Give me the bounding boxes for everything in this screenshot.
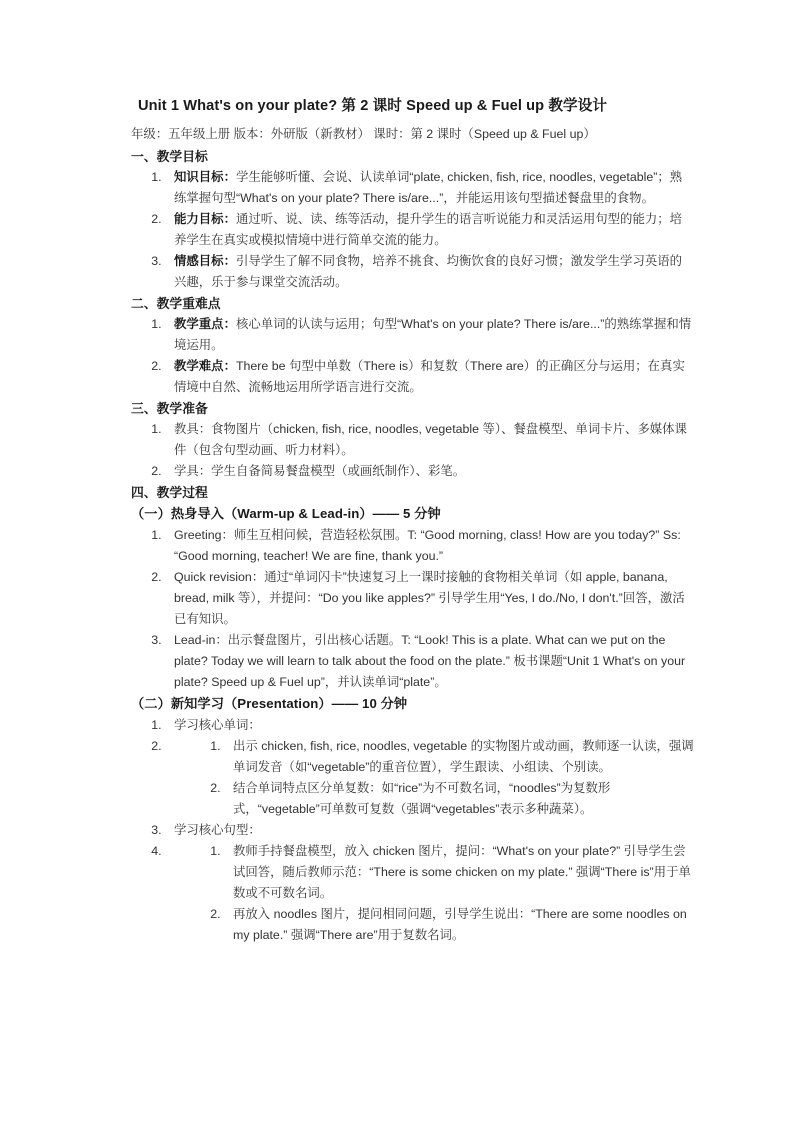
page-title: Unit 1 What's on your plate? 第 2 课时 Speed up & Fuel up 教学设计 bbox=[138, 98, 608, 114]
item-text: 通过听、说、读、练等活动，提升学生的语言听说能力和灵活运用句型的能力；培养学生在真实或模拟情境中进行简单交流的能力。 bbox=[174, 212, 683, 247]
list-item bbox=[224, 778, 694, 820]
item-label: 情感目标 bbox=[174, 254, 224, 268]
presentation-list bbox=[131, 715, 694, 946]
item-text: 出示 chicken, fish, rice, noodles, vegetable 的实物图片或动画，教师逐一认读，强调单词发音（如“vegetable”的重音位置），学生跟读、小组读、个别读。 bbox=[233, 739, 694, 774]
list-item bbox=[165, 251, 694, 293]
item-sep: ： bbox=[223, 359, 236, 373]
list-item bbox=[165, 209, 694, 251]
section-teaching-objectives bbox=[131, 146, 694, 293]
item-text: 教师手持餐盘模型，放入 chicken 图片，提问：“What's on your plate?” 引导学生尝试回答，随后教师示范：“There is some chicken on my plate.” 强调“There is”用于单数或不可数名词。 bbox=[233, 844, 691, 900]
item-text: 学具：学生自备简易餐盘模型（或画纸制作）、彩笔。 bbox=[174, 464, 466, 478]
key-points-list bbox=[131, 314, 694, 398]
item-text: 学习核心单词： bbox=[174, 718, 261, 732]
list-item bbox=[224, 841, 694, 904]
warmup-list bbox=[131, 525, 694, 693]
list-item bbox=[165, 356, 694, 398]
item-label: 教学难点 bbox=[174, 359, 224, 373]
section-heading: 一、教学目标 bbox=[131, 149, 208, 164]
item-text: 引导学生了解不同食物，培养不挑食、均衡饮食的良好习惯；激发学生学习英语的兴趣，乐于参与课堂交流活动。 bbox=[174, 254, 683, 289]
list-item bbox=[165, 841, 694, 946]
item-text: 学习核心句型： bbox=[174, 823, 261, 837]
section-heading: 三、教学准备 bbox=[131, 401, 208, 416]
item-text: 学生能够听懂、会说、认读单词“plate, chicken, fish, rice, noodles, vegetable”；熟练掌握句型“What's on your plate? There is/are...”，并能运用该句型描述餐盘里的食物。 bbox=[174, 170, 683, 205]
item-sep: ： bbox=[223, 170, 236, 184]
item-text: 结合单词特点区分单复数：如“rice”为不可数名词，“noodles”为复数形式，“vegetable”可单数可复数（强调“vegetables”表示多种蔬菜）。 bbox=[233, 781, 611, 816]
process-step-heading-warmup: （一）热身导入（Warm-up & Lead-in）—— 5 分钟 bbox=[131, 506, 441, 521]
item-text: Greeting：师生互相问候，营造轻松氛围。T: “Good morning, class! How are you today?” Ss: “Good morning, teacher! We are fine, thank you.” bbox=[174, 528, 681, 563]
section-key-difficult-points bbox=[131, 293, 694, 398]
list-item bbox=[165, 314, 694, 356]
list-item bbox=[165, 567, 694, 630]
process-step-heading-presentation: （二）新知学习（Presentation）—— 10 分钟 bbox=[131, 696, 408, 711]
item-text: Lead-in：出示餐盘图片，引出核心话题。T: “Look! This is a plate. What can we put on the plate? Today we will learn to talk about the food on the plate.” 板书课题“Unit 1 What's on your plate? Speed up & Fuel up”，并认读单词“plate”。 bbox=[174, 633, 686, 689]
item-text: 核心单词的认读与运用；句型“What's on your plate? There is/are...”的熟练掌握和情境运用。 bbox=[174, 317, 692, 352]
section-heading: 四、教学过程 bbox=[131, 485, 208, 500]
list-item bbox=[165, 167, 694, 209]
section-teaching-preparation bbox=[131, 398, 694, 482]
item-label: 教学重点 bbox=[174, 317, 224, 331]
item-sep: ： bbox=[223, 212, 236, 226]
item-label: 能力目标 bbox=[174, 212, 224, 226]
list-item bbox=[165, 630, 694, 693]
presentation-sublist-words bbox=[174, 736, 694, 820]
item-text: 再放入 noodles 图片，提问相同问题，引导学生说出：“There are some noodles on my plate.” 强调“There are”用于复数名词。 bbox=[233, 907, 687, 942]
list-item bbox=[165, 820, 694, 841]
list-item bbox=[165, 715, 694, 736]
item-sep: ： bbox=[223, 254, 236, 268]
list-item bbox=[165, 419, 694, 461]
objective-list bbox=[131, 167, 694, 293]
item-label: 知识目标 bbox=[174, 170, 224, 184]
list-item bbox=[165, 525, 694, 567]
document-meta: 年级：五年级上册 版本：外研版（新教材） 课时：第 2 课时（Speed up & Fuel up） bbox=[131, 127, 596, 141]
list-item bbox=[165, 461, 694, 482]
preparation-list bbox=[131, 419, 694, 482]
item-text: There be 句型中单数（There is）和复数（There are）的正确区分与运用；在真实情境中自然、流畅地运用所学语言进行交流。 bbox=[174, 359, 685, 394]
section-heading: 二、教学重难点 bbox=[131, 296, 221, 311]
list-item bbox=[224, 904, 694, 946]
item-text: 教具：食物图片（chicken, fish, rice, noodles, vegetable 等）、餐盘模型、单词卡片、多媒体课件（包含句型动画、听力材料）。 bbox=[174, 422, 687, 457]
list-item bbox=[224, 736, 694, 778]
section-teaching-process bbox=[131, 482, 694, 946]
item-sep: ： bbox=[223, 317, 236, 331]
presentation-sublist-sentences bbox=[174, 841, 694, 946]
item-text: Quick revision：通过“单词闪卡”快速复习上一课时接触的食物相关单词（如 apple, banana, bread, milk 等），并提问：“Do you like apples?” 引导学生用“Yes, I do./No, I don't.”回答，激活已有知识。 bbox=[174, 570, 685, 626]
list-item bbox=[165, 736, 694, 820]
